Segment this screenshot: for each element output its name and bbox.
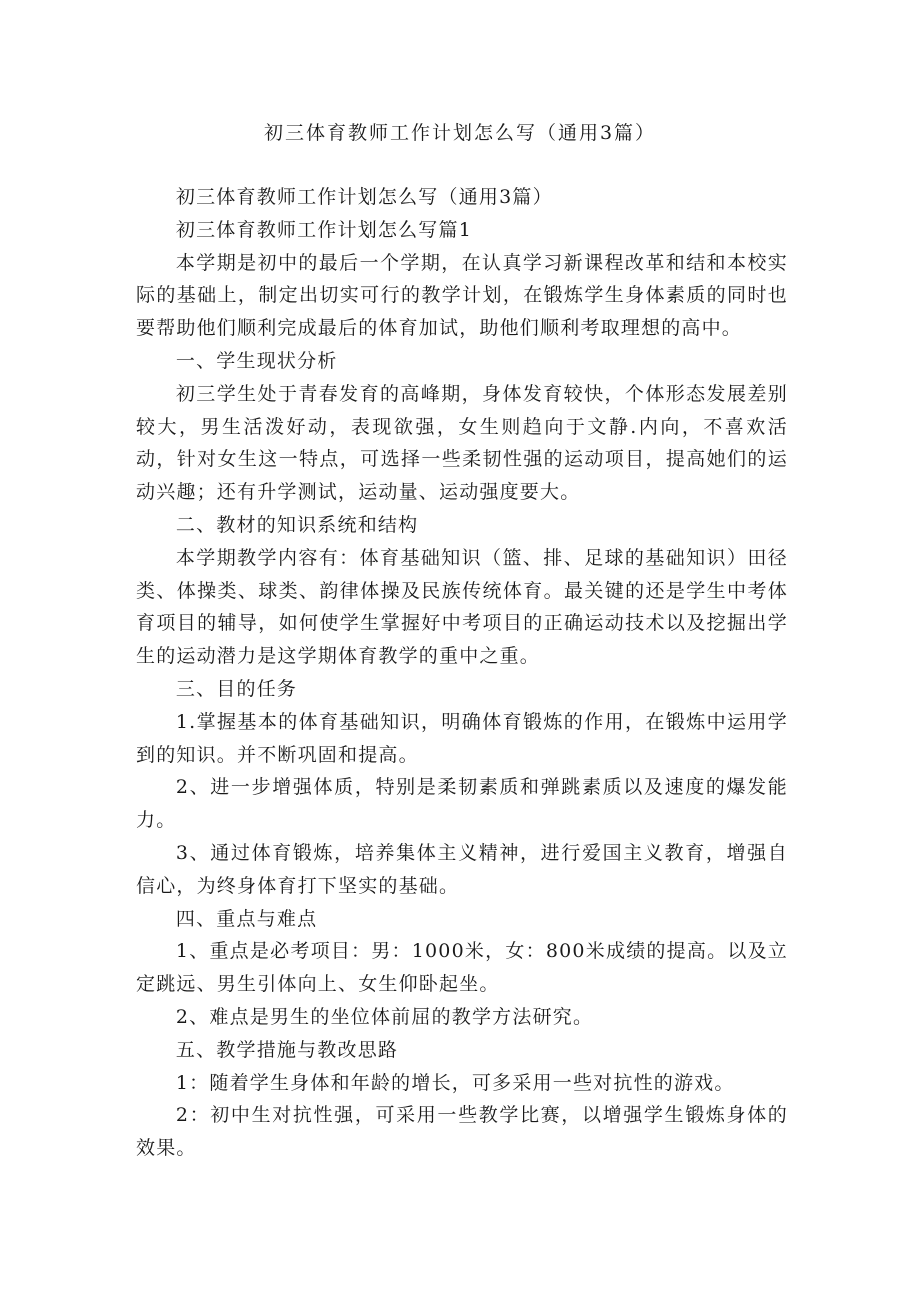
intro-paragraph: 本学期是初中的最后一个学期，在认真学习新课程改革和结和本校实际的基础上，制定出切实可行的教学计划，在锻炼学生身体素质的同时也要帮助他们顺利完成最后的体育加试，助他们顺利考取理想的高中。: [136, 251, 788, 340]
measure-item-2: 2：初中生对抗性强，可采用一些教学比赛，以增强学生锻炼身体的效果。: [136, 1104, 788, 1160]
key-point-item-1: 1、重点是必考项目：男：1000米，女：800米成绩的提高。以及立定跳远、男生引体向上、女生仰卧起坐。: [136, 940, 788, 996]
section-heading-part1: 初三体育教师工作计划怎么写篇1: [175, 218, 472, 241]
goal-item-2: 2、进一步增强体质，特别是柔韧素质和弹跳素质以及速度的爆发能力。: [136, 776, 788, 832]
heading-goals: 三、目的任务: [175, 677, 298, 700]
student-analysis-paragraph: 初三学生处于青春发育的高峰期，身体发育较快，个体形态发展差别较大，男生活泼好动，表现欲强，女生则趋向于文静.内向，不喜欢活动，针对女生这一特点，可选择一些柔韧性强的运动项目，提高她们的运动兴趣；还有升学测试，运动量、运动强度要大。: [136, 382, 788, 504]
document-body: [136, 181, 788, 1165]
heading-key-points: 四、重点与难点: [175, 907, 318, 930]
measure-item-1: 1：随着学生身体和年龄的增长，可多采用一些对抗性的游戏。: [175, 1071, 735, 1094]
subtitle-paragraph: 初三体育教师工作计划怎么写（通用3篇）: [175, 186, 553, 208]
heading-student-analysis: 一、学生现状分析: [175, 349, 338, 372]
goal-item-3: 3、通过体育锻炼，培养集体主义精神，进行爱国主义教育，增强自信心，为终身体育打下坚实的基础。: [136, 841, 788, 897]
heading-teaching-measures: 五、教学措施与教改思路: [175, 1038, 399, 1061]
heading-textbook-structure: 二、教材的知识系统和结构: [175, 513, 419, 536]
key-point-item-2: 2、难点是男生的坐位体前屈的教学方法研究。: [175, 1005, 594, 1028]
document-title: 初三体育教师工作计划怎么写（通用3篇）: [263, 122, 657, 144]
goal-item-1: 1.掌握基本的体育基础知识，明确体育锻炼的作用，在锻炼中运用学到的知识。并不断巩固和提高。: [136, 710, 788, 766]
textbook-structure-paragraph: 本学期教学内容有：体育基础知识（篮、排、足球的基础知识）田径类、体操类、球类、韵律体操及民族传统体育。最关键的还是学生中考体育项目的辅导，如何使学生掌握好中考项目的正确运动技术以及挖掘出学生的运动潜力是这学期体育教学的重中之重。: [136, 546, 788, 668]
